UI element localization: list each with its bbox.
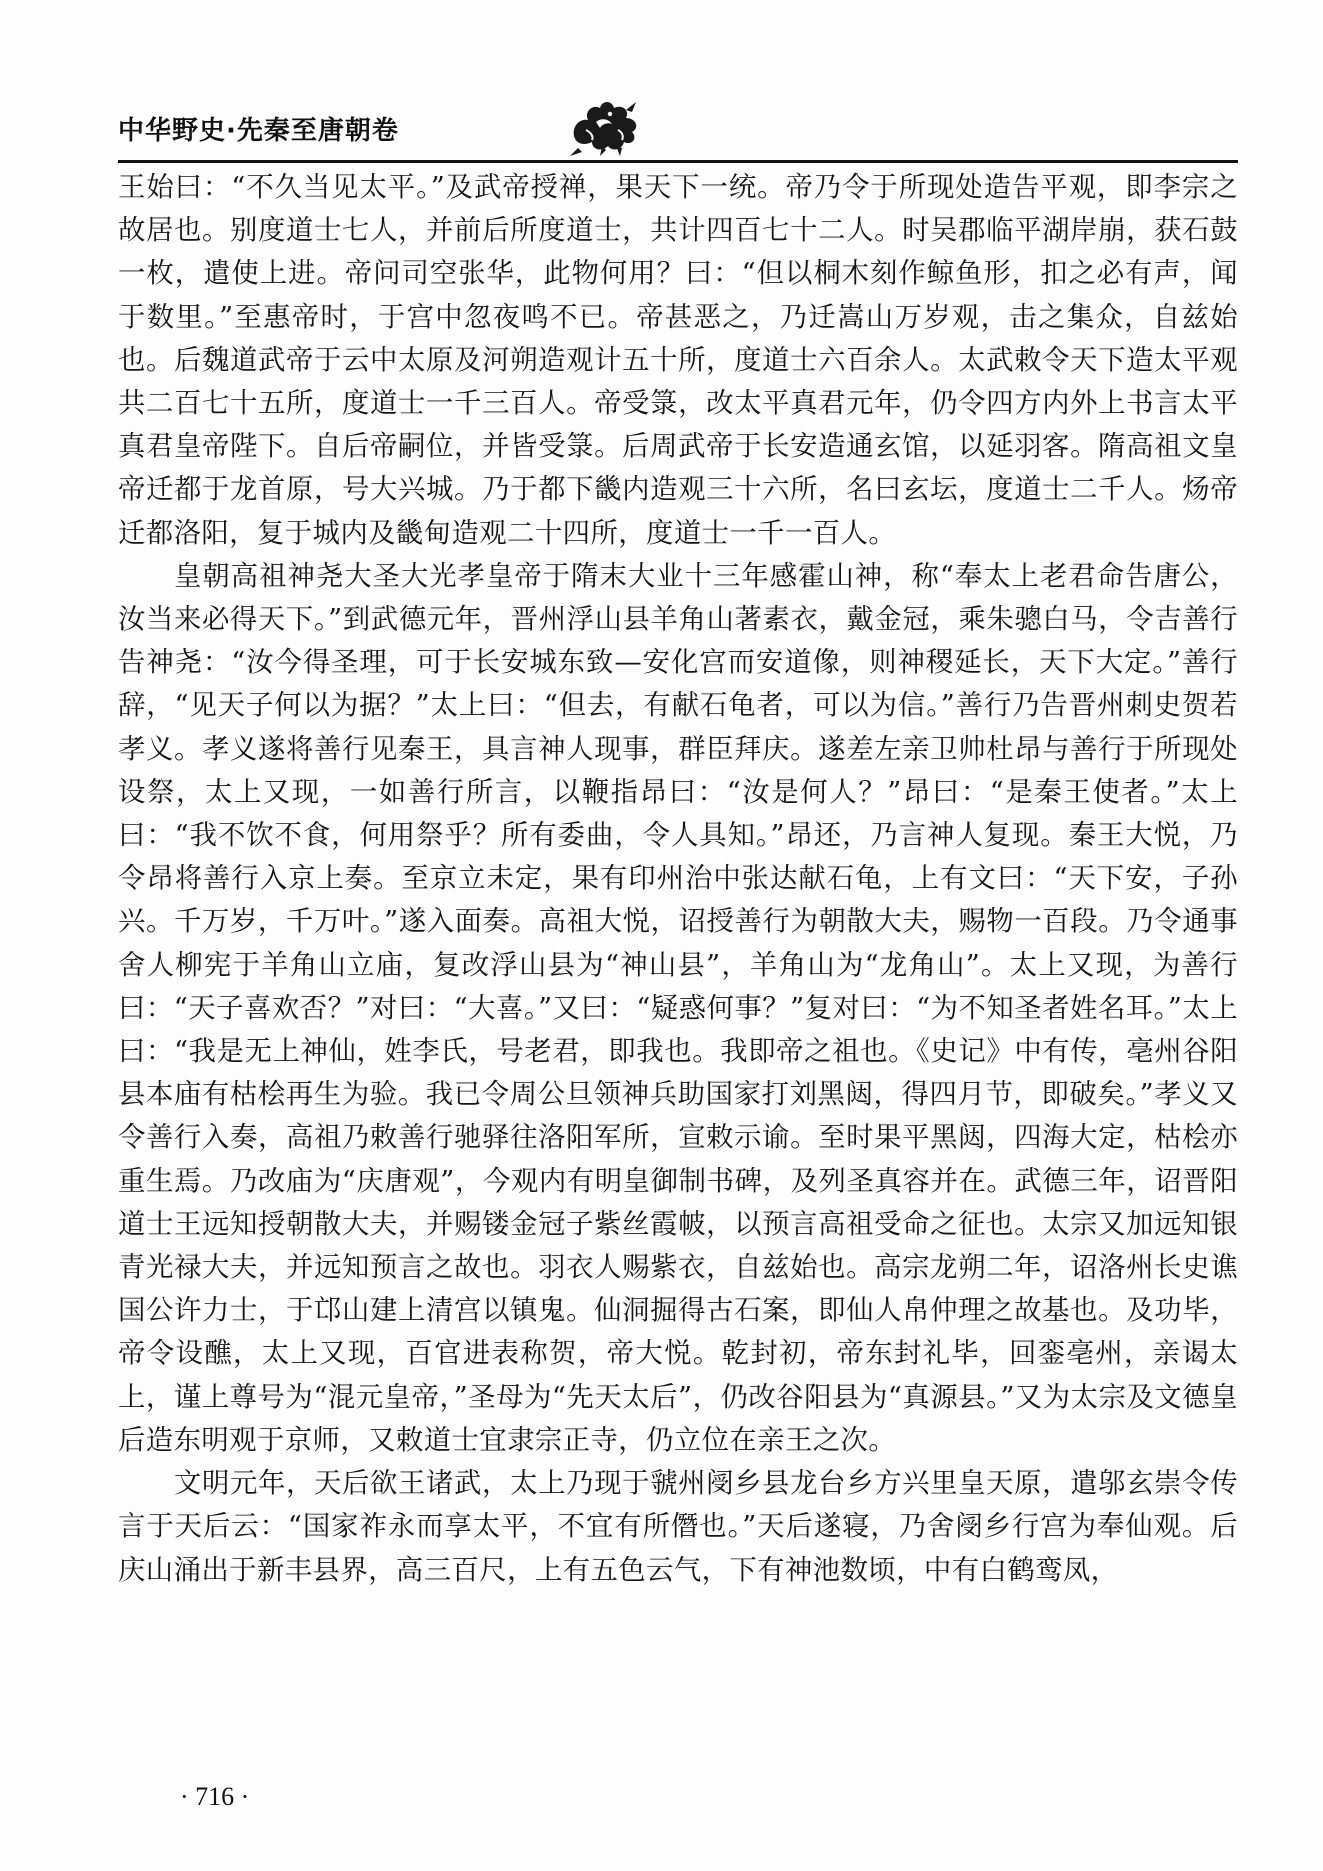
paragraph-2: 皇朝高祖神尧大圣大光孝皇帝于隋末大业十三年感霍山神，称“奉太上老君命告唐公，汝当来必得天下。”到武德元年，晋州浮山县羊角山著素衣，戴金冠，乘朱骢白马，令吉善行告神尧：“汝今得圣理，可于长安城东致—安化宫而安道像，则神稷延长，天下大定。”善行辞，“见天子何以为据？”太上曰：“但去，有献石龟者，可以为信。”善行乃告晋州刺史贺若孝义。孝义遂将善行见秦王，具言神人现事，群臣拜庆。遂差左亲卫帅杜昂与善行于所现处设祭，太上又现，一如善行所言，以鞭指昂曰：“汝是何人？”昂曰：“是秦王使者。”太上曰：“我不饮不食，何用祭乎？所有委曲，令人具知。”昂还，乃言神人复现。秦王大悦，乃令昂将善行入京上奏。至京立未定，果有印州治中张达献石龟，上有文曰：“天下安，子孙兴。千万岁，千万叶。”遂入面奏。高祖大悦，诏授善行为朝散大夫，赐物一百段。乃令通事舍人柳宪于羊角山立庙，复改浮山县为“神山县”，羊角山为“龙角山”。太上又现，为善行曰：“天子喜欢否？”对曰：“大喜。”又曰：“疑惑何事？”复对曰：“为不知圣者姓名耳。”太上曰：“我是无上神仙，姓李氏，号老君，即我也。我即帝之祖也。《史记》中有传，亳州谷阳县本庙有枯桧再生为验。我已令周公旦领神兵助国家打刘黑闼，得四月节，即破矣。”孝义又令善行入奏，高祖乃敕善行驰驿往洛阳军所，宣敕示谕。至时果平黑闼，四海大定，枯桧亦重生焉。乃改庙为“庆唐观”，今观内有明皇御制书碑，及列圣真容并在。武德三年，诏晋阳道士王远知授朝散大夫，并赐镂金冠子紫丝霞帔，以预言高祖受命之征也。太宗又加远知银青光禄大夫，并远知预言之故也。羽衣人赐紫衣，自兹始也。高宗龙朔二年，诏洛州长史谯国公许力士，于邙山建上清宫以镇鬼。仙洞掘得古石案，即仙人帛仲理之故基也。及功毕，帝令设醮，太上又现，百官进表称贺，帝大悦。乾封初，帝东封礼毕，回銮亳州，亲谒太上，谨上尊号为“混元皇帝，”圣母为“先天太后”，仍改谷阳县为“真源县。”又为太宗及文德皇后造东明观于京师，又敕道士宜隶宗正寺，仍立位在亲王之次。 bbox=[118, 560, 1238, 1456]
header-rule bbox=[118, 160, 1238, 163]
paragraph-3: 文明元年，天后欲王诸武，太上乃现于虢州阌乡县龙台乡方兴里皇天原，遣邬玄崇令传言于天后云：“国家祚永而享太平，不宜有所僭也。”天后遂寝，乃舍阌乡行宫为奉仙观。后庆山涌出于新丰县界，高三百尺，上有五色云气，下有神池数顷，中有白鹤鸾凤， bbox=[118, 1468, 1238, 1586]
running-header bbox=[118, 96, 1238, 158]
paragraph-1: 王始曰：“不久当见太平。”及武帝授禅，果天下一统。帝乃令于所现处造告平观，即李宗之故居也。别度道士七人，并前后所度道士，共计四百七十二人。时吴郡临平湖岸崩，获石鼓一枚，遣使上进。帝问司空张华，此物何用？曰：“但以桐木刻作鲸鱼形，扣之必有声，闻于数里。”至惠帝时，于宫中忽夜鸣不已。帝甚恶之，乃迁嵩山万岁观，击之集众，自兹始也。后魏道武帝于云中太原及河朔造观计五十所，度道士六百余人。太武敕令天下造太平观共二百七十五所，度道士一千三百人。帝受箓，改太平真君元年，仍令四方内外上书言太平真君皇帝陛下。自后帝嗣位，并皆受箓。后周武帝于长安造通玄馆，以延羽客。隋高祖文皇帝迁都于龙首原，号大兴城。乃于都下畿内造观三十六所，名曰玄坛，度道士二千人。炀帝迁都洛阳，复于城内及畿甸造观二十四所，度道士一千一百人。 bbox=[118, 172, 1238, 549]
page-number: · 716 · bbox=[180, 1782, 250, 1811]
book-title: 中华野史·先秦至唐朝卷 bbox=[118, 116, 399, 146]
dragon-icon bbox=[566, 96, 646, 158]
main-text bbox=[118, 166, 1238, 1592]
